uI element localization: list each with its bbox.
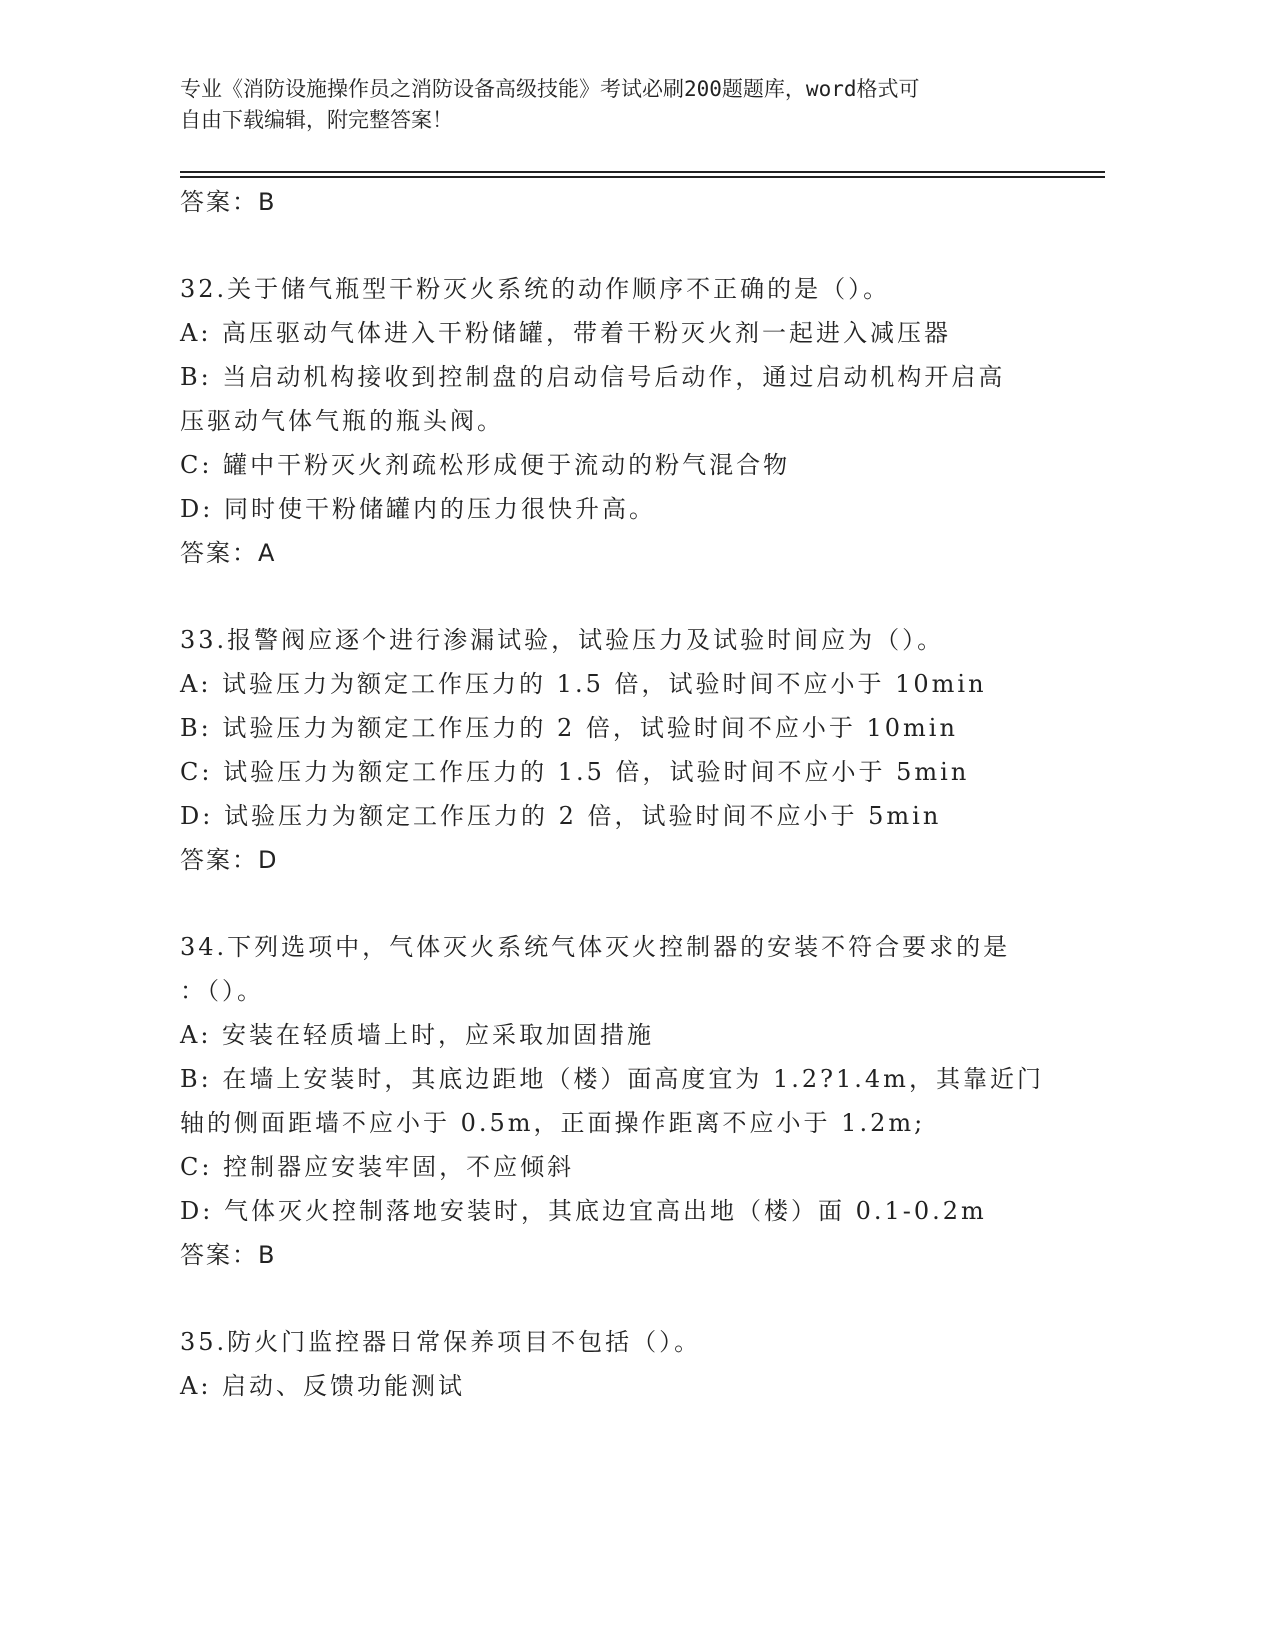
option-a: A: 高压驱动气体进入干粉储罐，带着干粉灭火剂一起进入减压器 bbox=[180, 319, 952, 347]
question-32 bbox=[180, 267, 1050, 575]
question-stem: 32.关于储气瓶型干粉灭火系统的动作顺序不正确的是（）。 bbox=[180, 275, 891, 303]
answer-31: 答案：B bbox=[180, 188, 277, 216]
question-33 bbox=[180, 618, 1050, 882]
option-b-continued: 压驱动气体气瓶的瓶头阀。 bbox=[180, 407, 504, 435]
question-stem: 34.下列选项中，气体灭火系统气体灭火控制器的安装不符合要求的是 bbox=[180, 933, 1011, 961]
option-b: B: 在墙上安装时，其底边距地（楼）面高度宜为 1.2?1.4m，其靠近门 bbox=[180, 1065, 1044, 1093]
option-b-continued: 轴的侧面距墙不应小于 0.5m，正面操作距离不应小于 1.2m; bbox=[180, 1109, 926, 1137]
option-c: C: 试验压力为额定工作压力的 1.5 倍，试验时间不应小于 5min bbox=[180, 758, 970, 786]
header-line-1: 专业《消防设施操作员之消防设备高级技能》考试必刷200题题库，word格式可 bbox=[180, 77, 920, 101]
option-b: B: 试验压力为额定工作压力的 2 倍，试验时间不应小于 10min bbox=[180, 714, 958, 742]
option-d: D: 同时使干粉储罐内的压力很快升高。 bbox=[180, 495, 656, 523]
answer: 答案：B bbox=[180, 1241, 277, 1269]
option-c: C: 控制器应安装牢固，不应倾斜 bbox=[180, 1153, 575, 1181]
question-stem: 35.防火门监控器日常保养项目不包括（）。 bbox=[180, 1328, 702, 1356]
document-header bbox=[180, 74, 1040, 136]
header-line-2: 自由下载编辑，附完整答案！ bbox=[180, 108, 453, 132]
question-35 bbox=[180, 1320, 1050, 1408]
question-34 bbox=[180, 925, 1050, 1277]
header-divider-bottom bbox=[180, 176, 1105, 178]
question-stem-continued: ：（）。 bbox=[180, 977, 264, 1005]
option-a: A: 启动、反馈功能测试 bbox=[180, 1372, 466, 1400]
answer: 答案：D bbox=[180, 846, 279, 874]
answer: 答案：A bbox=[180, 539, 277, 567]
header-divider-top bbox=[180, 171, 1105, 173]
option-a: A: 试验压力为额定工作压力的 1.5 倍，试验时间不应小于 10min bbox=[180, 670, 987, 698]
option-d: D: 试验压力为额定工作压力的 2 倍，试验时间不应小于 5min bbox=[180, 802, 942, 830]
option-a: A: 安装在轻质墙上时，应采取加固措施 bbox=[180, 1021, 655, 1049]
document-body bbox=[180, 180, 1050, 1408]
option-d: D: 气体灭火控制落地安装时，其底边宜高出地（楼）面 0.1-0.2m bbox=[180, 1197, 987, 1225]
option-c: C: 罐中干粉灭火剂疏松形成便于流动的粉气混合物 bbox=[180, 451, 791, 479]
question-stem: 33.报警阀应逐个进行渗漏试验，试验压力及试验时间应为（）。 bbox=[180, 626, 945, 654]
option-b: B: 当启动机构接收到控制盘的启动信号后动作，通过启动机构开启高 bbox=[180, 363, 1006, 391]
